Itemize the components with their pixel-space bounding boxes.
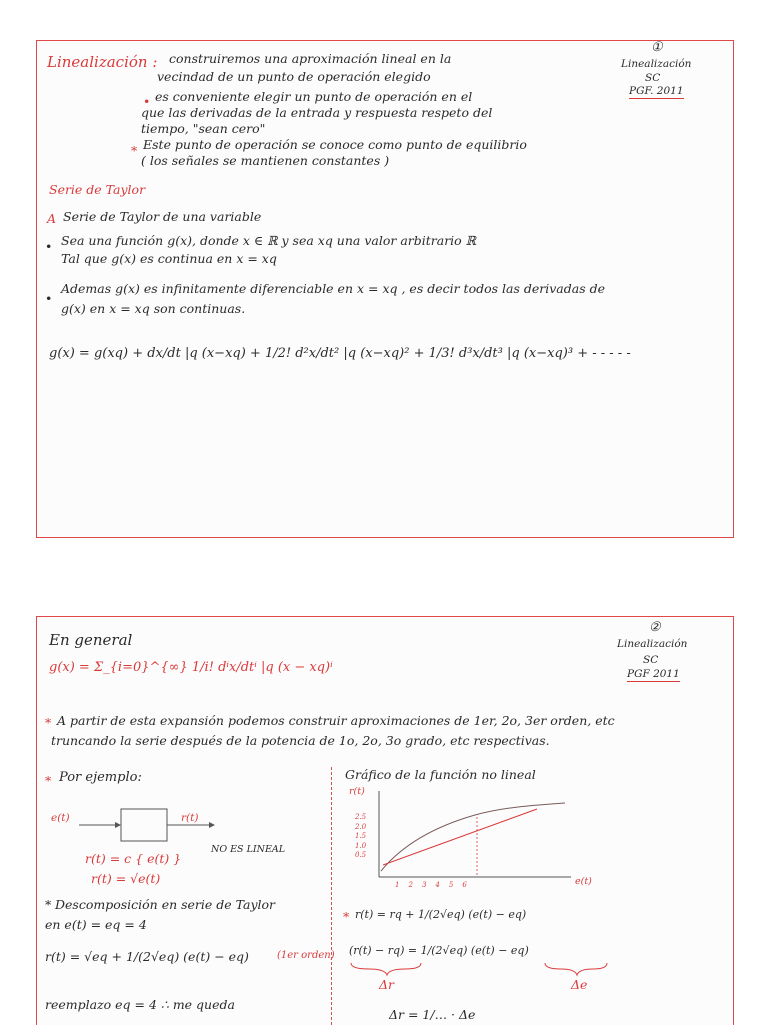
corner-1-line-3: PGF. 2011 [629,85,684,97]
no-lineal-note: NO ES LINEAL [211,844,286,855]
final-delta-eq: Δr = 1/… · Δe [389,1007,476,1022]
bullet-1-line-2: que las derivadas de la entrada y respuesta respeto del [141,105,493,120]
linearized-eq: r(t) = rq + 1/(2√eq) (e(t) − eq) [355,908,527,921]
graph-y-ticks [355,813,366,861]
block-input-label: e(t) [51,812,70,824]
ademas-line-1: Ademas g(x) es infinitamente diferenciable en x = xq , es decir todos las derivadas de [61,281,605,296]
bullet-2-icon: * [131,143,138,158]
nonlinear-function-graph [367,787,577,887]
bullet-2-line-2: ( los señales se mantienen constantes ) [141,153,390,168]
page-number-1: ① [651,40,663,55]
section-heading-taylor: Serie de Taylor [49,182,146,197]
y-tick: 2.5 [355,813,367,821]
descomposicion-line-1: Descomposición en serie de Taylor [55,897,276,912]
general-sum-formula: g(x) = Σ_{i=0}^{∞} 1/i! dⁱx/dtⁱ |q (x − xq)ⁱ [49,660,333,675]
x-tick: 5 [448,881,454,889]
eq-sqrt: r(t) = √e(t) [91,871,161,886]
page-number-2: ② [649,620,661,635]
star-bullet-2-icon: * [45,773,52,788]
page2-heading: En general [49,631,133,649]
star-bullet-4-icon: * [343,909,350,924]
intro-line-1: construiremos una aproximación lineal en la [169,51,452,66]
corner-2-line-2: SC [643,654,659,666]
item-a-text: Serie de Taylor de una variable [63,209,262,224]
corner-2-line-1: Linealización [617,638,688,650]
x-tick: 2 [408,881,413,889]
delta-e-label: Δe [571,977,588,992]
taylor-formula: g(x) = g(xq) + dx/dt |q (x−xq) + 1/2! d²x/dt² |q (x−xq)² + 1/3! d³x/dt³ |q (x−xq)³ + - - - - - [49,346,631,361]
partir-line-2: truncando la serie después de la potencia de 1o, 2o, 3o grado, etc respectivas. [51,733,550,748]
bullet-2-line-1: Este punto de operación se conoce como punto de equilibrio [143,137,527,152]
graph-title: Gráfico de la función no lineal [345,767,536,782]
y-tick: 0.5 [355,851,367,859]
item-a-marker: A [47,211,57,226]
sqrt-curve [381,803,565,871]
corner-1-line-2: SC [645,72,661,84]
y-tick: 1.5 [355,832,367,840]
graph-y-label: r(t) [349,786,365,797]
descomposicion-line-2: en e(t) = eq = 4 [45,917,147,932]
x-tick: 1 [395,881,400,889]
page-divider-line [331,767,332,1025]
bullet-4-icon: • [45,291,53,306]
block-diagram [77,803,227,847]
first-order-note: (1er orden) [277,950,335,961]
notebook-page-2 [36,616,734,1025]
reemplazo-line: reemplazo eq = 4 ∴ me queda [45,997,235,1012]
eq-r-of-e: r(t) = c { e(t) } [85,851,182,866]
graph-x-label: e(t) [575,876,592,887]
star-bullet-3-icon: * [45,897,52,912]
graph-x-ticks [395,881,467,889]
ejemplo-label: Por ejemplo: [59,770,142,785]
x-tick: 4 [435,881,440,889]
notebook-page-1 [36,40,734,538]
ademas-line-2: g(x) en x = xq son continuas. [61,301,246,316]
y-tick: 1.0 [355,841,367,850]
star-bullet-1-icon: * [45,715,52,730]
bullet-1-line-3: tiempo, "sean cero" [141,121,266,136]
x-tick: 3 [421,881,427,889]
bullet-1-icon: • [143,94,151,109]
corner-2-line-3: PGF 2011 [627,668,680,680]
x-tick: 6 [462,881,467,889]
delta-r-label: Δr [379,977,395,992]
block-output-label: r(t) [181,812,199,824]
bullet-3-icon: • [45,239,53,254]
page1-title: Linealización : [47,53,158,71]
partir-line-1: A partir de esta expansión podemos construir aproximaciones de 1er, 2o, 3er orden, etc [57,713,615,728]
tangent-line [383,809,537,865]
intro-line-2: vecindad de un punto de operación elegido [157,69,431,84]
sea-line-1: Sea una función g(x), donde x ∈ ℝ y sea xq una valor arbitrario ℝ [61,233,477,248]
y-tick: 2.0 [355,822,367,831]
delta-eq: (r(t) − rq) = 1/(2√eq) (e(t) − eq) [349,944,529,957]
delta-braces [349,961,609,977]
sea-line-2: Tal que g(x) es continua en x = xq [61,251,277,266]
taylor-first-order-eq: r(t) = √eq + 1/(2√eq) (e(t) − eq) [45,949,249,964]
corner-1-line-1: Linealización [621,58,692,70]
bullet-1-line-1: es conveniente elegir un punto de operación en el [155,89,473,104]
